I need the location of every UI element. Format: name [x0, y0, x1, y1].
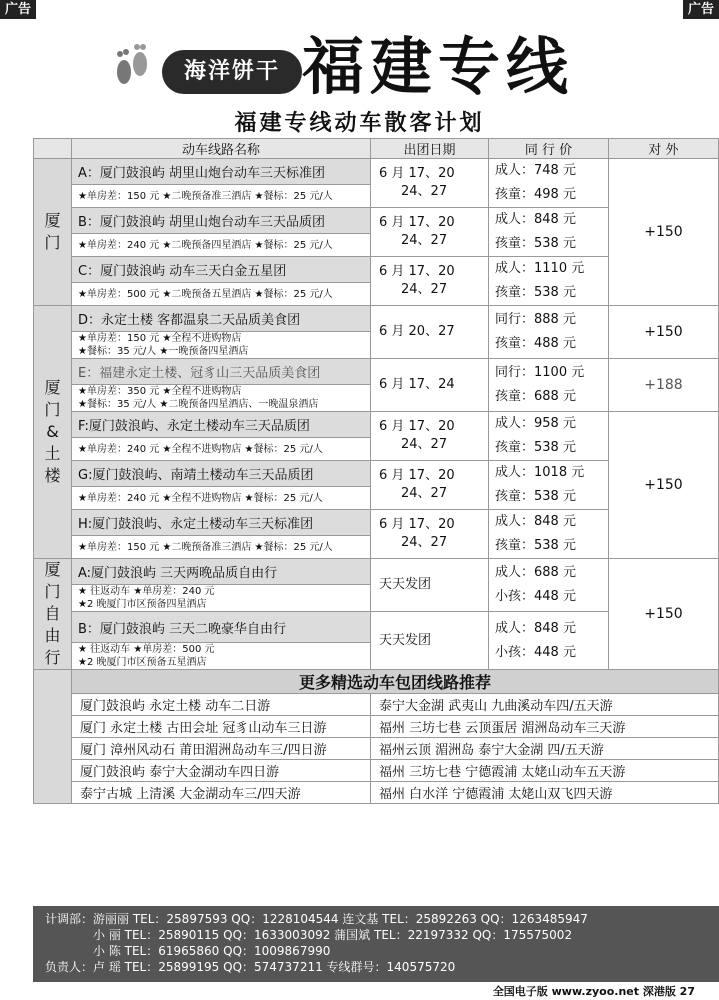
route-dates: [371, 159, 489, 208]
public-surcharge: +150: [609, 306, 719, 359]
route-price: [489, 159, 609, 208]
public-surcharge: +150: [609, 159, 719, 306]
recommendation-item: 泰宁大金湖 武夷山 九曲溪动车四/五天游: [371, 694, 719, 716]
date-line: 24、27: [401, 184, 448, 200]
date-line: 6 月 17、20: [379, 517, 455, 533]
price-child: 孩童：688 元: [495, 389, 576, 405]
route-notes: [72, 643, 371, 670]
col-header-public: 对 外: [609, 139, 719, 159]
region-spacer: [34, 670, 72, 804]
subtitle: 福建专线动车散客计划: [234, 110, 485, 136]
price-child: 孩童：488 元: [495, 336, 576, 352]
route-name: D：永定土楼 客都温泉二天品质美食团: [72, 306, 371, 332]
date-line: 24、27: [401, 486, 448, 502]
price-adult: 成人：748 元: [495, 163, 576, 179]
date-line: 6 月 20、27: [379, 324, 455, 340]
route-notes: [72, 536, 371, 559]
route-dates: [371, 510, 489, 559]
route-name: C：厦门鼓浪屿 动车三天白金五星团: [72, 257, 371, 283]
price-adult: 成人：848 元: [495, 514, 576, 530]
price-adult: 成人：688 元: [495, 565, 576, 581]
note-line: ★单房差：150 元 ★二晚预备准三酒店 ★餐标：25 元/人: [78, 190, 333, 202]
date-line: 24、27: [401, 282, 448, 298]
header: [110, 28, 630, 106]
public-surcharge: +188: [609, 359, 719, 412]
route-notes: [72, 438, 371, 461]
recommendation-item: 厦门 漳州风动石 莆田湄洲岛动车三/四日游: [72, 738, 371, 760]
date-line: 6 月 17、20: [379, 468, 455, 484]
route-notes: [72, 283, 371, 306]
route-name: G:厦门鼓浪屿、南靖土楼动车三天品质团: [72, 461, 371, 487]
route-price: [489, 412, 609, 461]
route-price: [489, 208, 609, 257]
contact-line: 小 丽 TEL：25890115 QQ：1633003092 蒲国斌 TEL：22197332 QQ：175575002: [93, 928, 573, 942]
recommendation-item: 福州云顶 湄洲岛 泰宁大金湖 四/五天游: [371, 738, 719, 760]
price-child: 孩童：538 元: [495, 489, 576, 505]
note-line: ★单房差：150 元 ★二晚预备准三酒店 ★餐标：25 元/人: [78, 541, 333, 553]
route-name: A：厦门鼓浪屿 胡里山炮台动车三天标准团: [72, 159, 371, 185]
note-line: ★2 晚厦门市区预备五星酒店: [78, 657, 207, 669]
contact-footer: [33, 906, 719, 982]
price-child: 孩童：538 元: [495, 538, 576, 554]
date-line: 24、27: [401, 535, 448, 551]
route-dates: [371, 559, 489, 612]
note-line: ★单房差：350 元 ★全程不进购物店: [78, 386, 242, 398]
col-header-route: 动车线路名称: [72, 139, 371, 159]
route-notes: [72, 487, 371, 510]
note-line: ★单房差：150 元 ★全程不进购物店: [78, 333, 242, 345]
route-name: E：福建永定土楼、冠豸山三天品质美食团: [72, 359, 371, 385]
route-notes: [72, 332, 371, 359]
col-header-price: 同 行 价: [489, 139, 609, 159]
note-line: ★单房差：500 元 ★二晚预备五星酒店 ★餐标：25 元/人: [78, 288, 333, 300]
route-price: [489, 306, 609, 359]
price-adult: 成人：848 元: [495, 620, 576, 636]
recommendation-item: 厦门鼓浪屿 永定土楼 动车二日游: [72, 694, 371, 716]
region-label: 厦 门 & 土 楼: [34, 306, 72, 559]
route-name: A:厦门鼓浪屿 三天两晚品质自由行: [72, 559, 371, 585]
route-dates: [371, 208, 489, 257]
date-line: 6 月 17、20: [379, 215, 455, 231]
note-line: ★餐标：35 元/人 ★二晚预备四星酒店、一晚温泉酒店: [78, 399, 319, 411]
price-adult: 成人：848 元: [495, 212, 576, 228]
date-line: 6 月 17、24: [379, 377, 455, 393]
footprint-icon: [110, 42, 152, 92]
public-surcharge: +150: [609, 412, 719, 559]
route-dates: [371, 257, 489, 306]
date-line: 24、27: [401, 437, 448, 453]
route-price: [489, 359, 609, 412]
ad-label-left: 广告: [0, 0, 36, 19]
note-line: ★单房差：240 元 ★全程不进购物店 ★餐标：25 元/人: [78, 443, 323, 455]
route-price: [489, 559, 609, 612]
route-notes: [72, 185, 371, 208]
recommendation-item: 福州 白水洋 宁德霞浦 太姥山双飞四天游: [371, 782, 719, 804]
date-line: 24、27: [401, 233, 448, 249]
route-notes: [72, 585, 371, 612]
contact-line: 小 陈 TEL：61965860 QQ：1009867990: [93, 944, 331, 958]
route-name: F:厦门鼓浪屿、永定土楼动车三天品质团: [72, 412, 371, 438]
price-adult: 同行：1100 元: [495, 365, 585, 381]
contact-line: 计调部：游丽丽 TEL：25897593 QQ：1228104544 连文基 TEL：25892263 QQ：1263485947: [45, 912, 588, 926]
route-name: B：厦门鼓浪屿 胡里山炮台动车三天品质团: [72, 208, 371, 234]
recommendations-title: 更多精选动车包团线路推荐: [72, 670, 719, 694]
route-notes: [72, 385, 371, 412]
route-dates: [371, 412, 489, 461]
recommendation-item: 福州 三坊七巷 宁德霞浦 太姥山动车五天游: [371, 760, 719, 782]
route-price: [489, 461, 609, 510]
price-child: 孩童：498 元: [495, 187, 576, 203]
contact-line: 负责人：卢 瑶 TEL：25899195 QQ：574737211 专线群号：140575720: [45, 960, 456, 974]
route-price: [489, 612, 609, 670]
date-line: 天天发团: [379, 632, 432, 648]
recommendation-item: 福州 三坊七巷 云顶蛋居 湄洲岛动车三天游: [371, 716, 719, 738]
tour-table: [33, 138, 719, 804]
note-line: ★单房差：240 元 ★全程不进购物店 ★餐标：25 元/人: [78, 492, 323, 504]
price-adult: 成人：958 元: [495, 416, 576, 432]
date-line: 6 月 17、20: [379, 419, 455, 435]
route-dates: [371, 306, 489, 359]
recommendation-item: 厦门 永定土楼 古田会址 冠豸山动车三日游: [72, 716, 371, 738]
page-title: 福建专线: [302, 30, 575, 103]
route-price: [489, 257, 609, 306]
col-header-date: 出团日期: [371, 139, 489, 159]
route-dates: [371, 612, 489, 670]
brand-logo: 海洋饼干: [162, 50, 302, 94]
price-adult: 同行：888 元: [495, 312, 576, 328]
note-line: ★餐标：35 元/人 ★一晚预备四星酒店: [78, 346, 249, 358]
price-child: 孩童：538 元: [495, 440, 576, 456]
date-line: 天天发团: [379, 577, 432, 593]
price-child: 小孩：448 元: [495, 644, 576, 660]
price-adult: 成人：1110 元: [495, 261, 585, 277]
date-line: 6 月 17、20: [379, 166, 455, 182]
note-line: ★单房差：240 元 ★二晚预备四星酒店 ★餐标：25 元/人: [78, 239, 333, 251]
route-dates: [371, 359, 489, 412]
route-dates: [371, 461, 489, 510]
recommendation-item: 厦门鼓浪屿 泰宁大金湖动车四日游: [72, 760, 371, 782]
price-adult: 成人：1018 元: [495, 465, 585, 481]
note-line: ★2 晚厦门市区预备四星酒店: [78, 599, 207, 611]
recommendation-item: 泰宁古城 上清溪 大金湖动车三/四天游: [72, 782, 371, 804]
public-surcharge: +150: [609, 559, 719, 670]
region-label: 厦 门: [34, 159, 72, 306]
page-footer: 全国电子版 www.zyoo.net 深港版 27: [492, 985, 695, 998]
price-child: 孩童：538 元: [495, 236, 576, 252]
price-child: 小孩：448 元: [495, 589, 576, 605]
price-child: 孩童：538 元: [495, 285, 576, 301]
date-line: 6 月 17、20: [379, 264, 455, 280]
route-price: [489, 510, 609, 559]
note-line: ★ 往返动车 ★单房差：240 元: [78, 586, 215, 598]
ad-label-right: 广告: [683, 0, 719, 19]
route-notes: [72, 234, 371, 257]
route-name: H:厦门鼓浪屿、永定土楼动车三天标准团: [72, 510, 371, 536]
note-line: ★ 往返动车 ★单房差：500 元: [78, 644, 215, 656]
region-label: 厦 门 自 由 行: [34, 559, 72, 670]
route-name: B：厦门鼓浪屿 三天二晚豪华自由行: [72, 612, 371, 643]
